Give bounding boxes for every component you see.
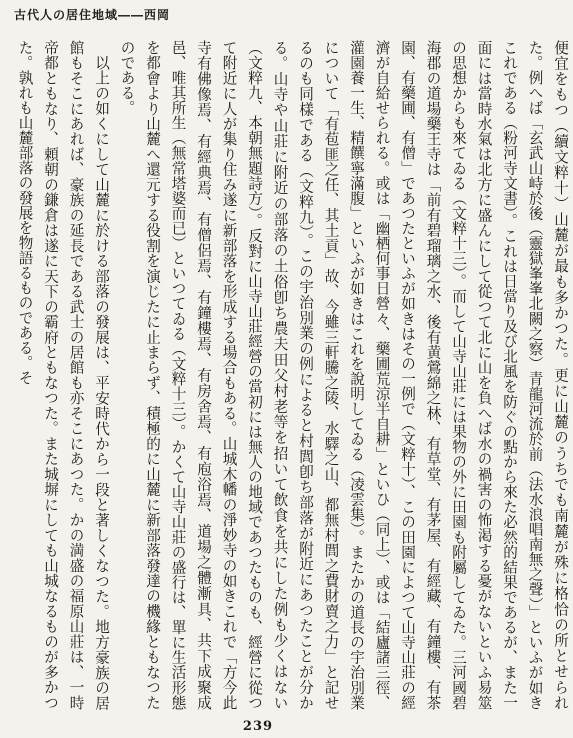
vertical-text-columns bbox=[12, 40, 573, 710]
page-number: 239 bbox=[242, 719, 274, 734]
page-header bbox=[0, 3, 516, 25]
paragraph: 以上の如くにして山麓に於ける部落の發展は、平安時代から一段と著しくなつた。地方豪族の居館もそこにあれば、豪族の延長である武士の居館も亦そこにあつた。かの満盛の福原山莊は、一時帝都ともなり、頼朝の鎌倉は遂に天下の霸府ともなつた。また城塀にしても山城なるものが多かつた。孰れも山麓部落の發展を物語るものである。そ bbox=[16, 40, 110, 710]
running-title: 古代人の居住地域――西岡 bbox=[14, 8, 171, 22]
paragraph: 便宜をもつ（續文粹十）山麓が最も多かつた。更に山麓のうちでも南麓が殊に格恰の所とせられた。例へば「玄武山峙於後（靈獄峯峯北闕之察）青龍河流於前（法水浪唱南無之聲）」といふが如きこれである（粉河寺文書）。これは日當り及び北風を防ぐの點から來た必然的結果であるが、また一面には當時水氣は北方に盛んにして從つて北に山を負へば水の禍害の怖渇する憂がないといふ易筮の思想からも來てゐる（文粹十三）。而して山寺山莊には果物の外に田園も附屬してゐた。三河國碧海郡の道場藥王寺は「前有碧瑠璃之水、後有黄鶯綿之林、有草堂、有茅屋、有經藏、有鐘樓、有茶園、有藥圃、有僧」であつたといふが如きはその一例で（文粹十）、この田園によつて山寺山莊の經濟が自給せられる。或は「幽栖何事日營々、藥圃荒涼半自耕」といひ（同上）、或は「結廬諸三徑、灌園養一生、精饌寧滿腹」といふが如きはこれを說明してゐる（凌雲集）。またかの道長の宇治別業について「有苞匪之任、其土貢」故、今雖三軒騰之陵、水驛之山、都無村閭之費財賣之力」と記せるのも同樣である（文粹九）。この宇治別業の例によると村閭卽ち部落が附近にあつたことが分かる。山寺や山莊に附近の部落の土俗卽ち農夫田父村老等を招いて飲食を共にした例も少くはない（文粹九、本朝無題詩方）。反對に山寺山莊經營の當初には無人の地域であつたものも、經營に從つて附近に人が集り住み遂に新部落を形成する場合もある。山城木幡の淨妙寺の如きこれで「方今此寺有佛像焉、有經典焉、有僧侶焉、有鐘樓焉、有房舍焉、有庖浴焉、道場之體漸具、共下成聚成邑、唯其所生（無常塔婆而已）といつてゐる（文粹十三）。かくて山寺山莊の盛行は、單に生活形態を都會より山麓へ還元する役割を演じたに止まらず、積極的に山麓に新部落發達の機緣ともなつたのである。 bbox=[118, 40, 569, 710]
main-text bbox=[12, 40, 569, 710]
